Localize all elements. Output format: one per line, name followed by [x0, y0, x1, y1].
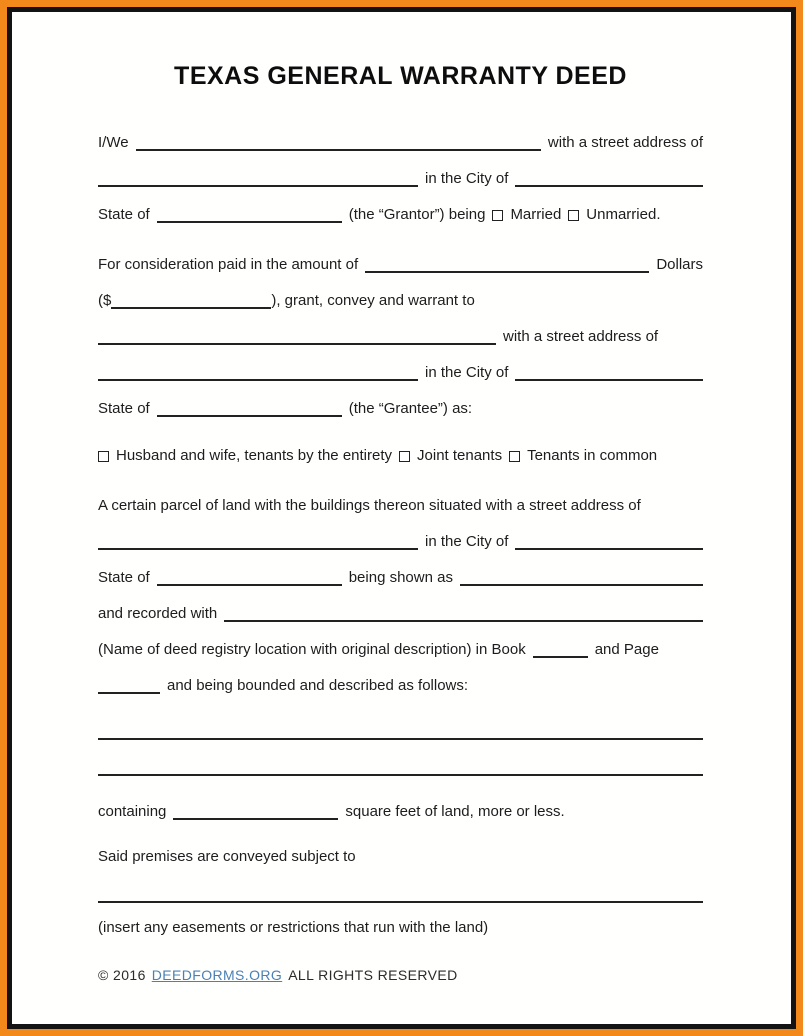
legal-description-blank-2 — [98, 774, 703, 776]
easements-note-line — [98, 913, 703, 943]
consideration-amount-words-blank — [365, 271, 649, 273]
amount-close-label: ), grant, convey and warrant to — [271, 292, 475, 309]
grantor-state-blank — [157, 221, 342, 223]
legal-description-line-1 — [98, 714, 703, 750]
grantee-intro-post-label: with a street address of — [503, 328, 659, 345]
deed-registry-line — [98, 632, 703, 668]
copyright-label: © 2016 — [98, 967, 146, 983]
recorded-with-blank — [224, 620, 703, 622]
grantor-intro-pre-label: I/We — [98, 134, 129, 151]
consideration-line — [98, 247, 703, 283]
easements-note-label: (insert any easements or restrictions that run with the land) — [98, 919, 489, 936]
checkbox-married — [492, 210, 503, 221]
footer — [98, 967, 703, 983]
checkbox-joint-tenants — [399, 451, 410, 462]
grantor-designation-label: (the “Grantor”) being — [348, 206, 486, 223]
recorded-with-label: and recorded with — [98, 605, 218, 622]
document-inner-frame — [7, 7, 796, 1029]
property-state-line — [98, 560, 703, 596]
shown-as-label: being shown as — [348, 569, 453, 586]
grantee-designation-label: (the “Grantee”) as: — [348, 400, 473, 417]
grantor-name-blank — [136, 149, 541, 151]
premises-label: Said premises are conveyed subject to — [98, 848, 356, 865]
amount-open-label: ($ — [98, 292, 112, 309]
grantee-city-blank — [515, 379, 703, 381]
grantee-state-blank — [157, 415, 342, 417]
property-state-label: State of — [98, 569, 150, 586]
recorded-with-line — [98, 596, 703, 632]
document-title: TEXAS GENERAL WARRANTY DEED — [174, 62, 627, 90]
property-intro-line — [98, 488, 703, 524]
easements-blank-line — [98, 877, 703, 913]
square-feet-label: square feet of land, more or less. — [345, 803, 565, 820]
joint-tenants-label: Joint tenants — [417, 447, 503, 464]
amount-line — [98, 283, 703, 319]
grantor-street-address-blank — [98, 185, 418, 187]
legal-description-blank-1 — [98, 738, 703, 740]
grantee-street-address-blank — [98, 379, 418, 381]
grantee-city-label: in the City of — [425, 364, 509, 381]
grantee-name-line — [98, 319, 703, 355]
tenants-in-common-label: Tenants in common — [527, 447, 658, 464]
grantee-name-blank — [98, 343, 496, 345]
rights-reserved-label: ALL RIGHTS RESERVED — [288, 967, 458, 983]
legal-description-line-2 — [98, 750, 703, 786]
page-number-blank — [98, 692, 160, 694]
grantor-city-blank — [515, 185, 703, 187]
containing-label: containing — [98, 803, 167, 820]
property-intro-label: A certain parcel of land with the buildings thereon situated with a street address of — [98, 497, 641, 514]
bounded-described-line — [98, 668, 703, 704]
consideration-amount-numeric-blank — [111, 307, 271, 309]
grantor-intro-post-label: with a street address of — [547, 134, 703, 151]
married-label: Married — [510, 206, 562, 223]
checkbox-husband-wife-entirety — [98, 451, 109, 462]
consideration-pre-label: For consideration paid in the amount of — [98, 256, 359, 273]
dollars-label: Dollars — [656, 256, 703, 273]
property-shown-as-blank — [460, 584, 703, 586]
unmarried-label: Unmarried. — [586, 206, 661, 223]
grantee-state-label: State of — [98, 400, 150, 417]
tenancy-options-line — [98, 438, 703, 474]
husband-wife-entirety-label: Husband and wife, tenants by the entirety — [116, 447, 393, 464]
checkbox-tenants-in-common — [509, 451, 520, 462]
easements-blank — [98, 901, 703, 903]
grantor-intro-line — [98, 125, 703, 161]
grantee-state-line — [98, 391, 703, 427]
bounded-described-label: and being bounded and described as follows: — [167, 677, 469, 694]
premises-line — [98, 839, 703, 875]
property-city-blank — [515, 548, 703, 550]
grantor-state-line — [98, 197, 703, 233]
book-number-blank — [533, 656, 588, 658]
containing-line — [98, 794, 703, 830]
grantor-city-label: in the City of — [425, 170, 509, 187]
deedforms-link[interactable]: DEEDFORMS.ORG — [151, 967, 283, 983]
square-feet-blank — [173, 818, 338, 820]
property-street-address-blank — [98, 548, 418, 550]
property-city-label: in the City of — [425, 533, 509, 550]
checkbox-unmarried — [568, 210, 579, 221]
grantor-state-label: State of — [98, 206, 150, 223]
grantor-address-line — [98, 161, 703, 197]
grantee-address-line — [98, 355, 703, 391]
property-state-blank — [157, 584, 342, 586]
deed-registry-label: (Name of deed registry location with original description) in Book — [98, 641, 526, 658]
and-page-label: and Page — [594, 641, 659, 658]
property-address-line — [98, 524, 703, 560]
